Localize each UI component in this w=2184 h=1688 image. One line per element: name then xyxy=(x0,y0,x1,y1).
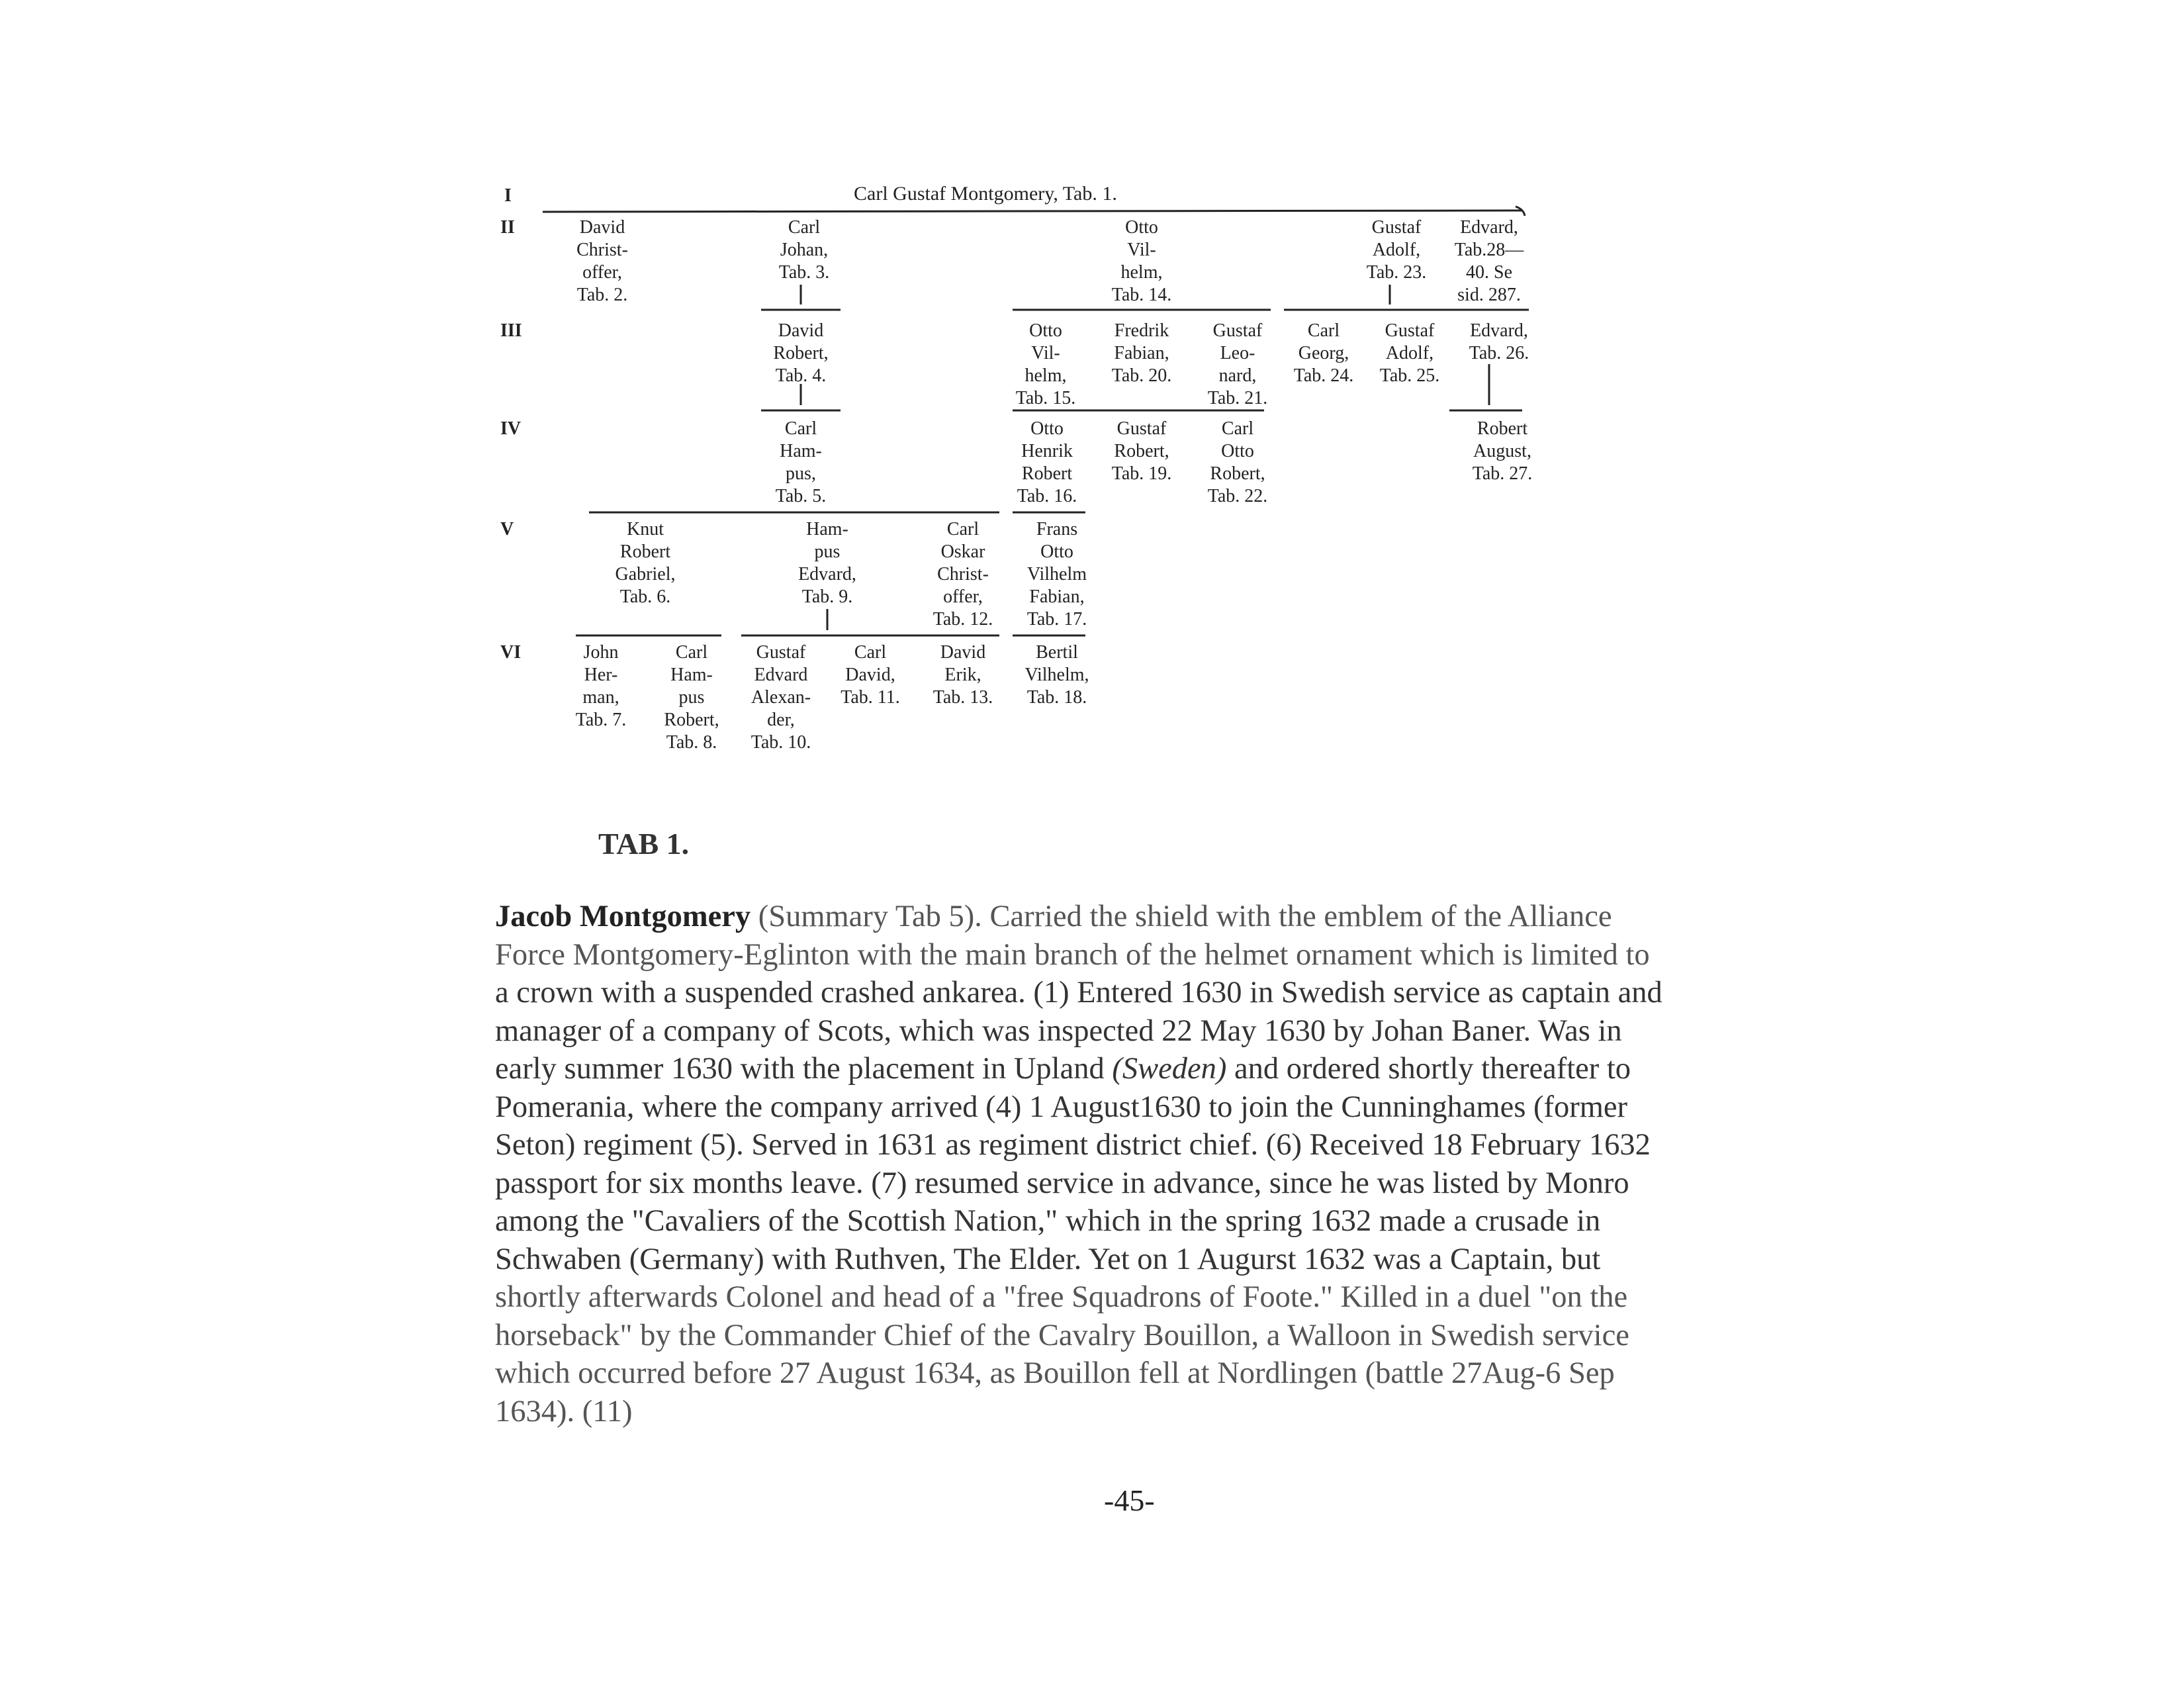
node-text-line: sid. 287. xyxy=(1457,285,1521,305)
node-text-line: man, xyxy=(582,687,619,708)
gen6-node-2 xyxy=(664,642,719,753)
node-text-line: Ham- xyxy=(806,519,848,539)
node-text-line: pus xyxy=(678,687,705,708)
node-text-line: Fredrik xyxy=(1114,320,1169,341)
node-text-line: helm, xyxy=(1024,365,1067,386)
gen6-node-5 xyxy=(933,642,993,708)
node-text-line: David xyxy=(579,217,625,238)
paragraph-line: Schwaben (Germany) with Ruthven, The Elder. Yet on 1 Augurst 1632 was a Captain, but xyxy=(495,1242,1601,1276)
node-text-line: Tab. 20. xyxy=(1111,365,1172,386)
node-text-line: Leo- xyxy=(1220,343,1255,363)
node-text-line: Vilhelm, xyxy=(1024,665,1089,685)
node-text-line: Tab. 27. xyxy=(1472,463,1533,484)
node-text-line: Vil- xyxy=(1031,343,1060,363)
node-text-line: Tab.28— xyxy=(1454,240,1524,260)
gen-numeral-5: V xyxy=(500,519,514,539)
node-text-line: Christ- xyxy=(937,564,989,585)
node-text-line: Robert, xyxy=(664,710,719,730)
node-text-line: Erik, xyxy=(944,665,981,685)
node-text-line: Oskar xyxy=(940,541,985,562)
node-text-line: Fabian, xyxy=(1029,586,1085,607)
node-text-line: Otto xyxy=(1030,418,1064,439)
gen6-node-1 xyxy=(576,642,627,730)
node-text-line: Otto xyxy=(1125,217,1158,238)
node-text-line: Tab. 22. xyxy=(1207,486,1268,506)
node-text-line: Tab. 4. xyxy=(775,365,827,386)
node-text-line: Adolf, xyxy=(1385,343,1434,363)
gen4-node-1 xyxy=(776,418,827,506)
paragraph-line: passport for six months leave. (7) resumed service in advance, since he was listed by Monro xyxy=(495,1166,1629,1200)
node-text-line: Tab. 17. xyxy=(1026,609,1087,630)
gen3-node-4 xyxy=(1208,320,1268,408)
node-text-line: Ham- xyxy=(670,665,713,685)
node-text-line: Gustaf xyxy=(1212,320,1263,341)
node-text-line: Robert xyxy=(619,541,671,562)
gen5-node-1 xyxy=(615,519,676,607)
node-text-line: Gustaf xyxy=(756,642,806,663)
node-text-line: Carl xyxy=(784,418,817,439)
paragraph-line: manager of a company of Scots, which was inspected 22 May 1630 by Johan Baner. Was in xyxy=(495,1013,1622,1048)
node-text-line: offer, xyxy=(943,586,983,607)
node-text-line: Ham- xyxy=(780,441,822,461)
gen3-node-3 xyxy=(1112,320,1172,386)
node-text-line: August, xyxy=(1473,441,1531,461)
node-text-line: Carl xyxy=(675,642,708,663)
node-text-line: David, xyxy=(845,665,895,685)
node-text-line: Tab. 10. xyxy=(751,732,811,753)
node-text-line: Alexan- xyxy=(751,687,811,708)
node-text-line: Tab. 8. xyxy=(666,732,717,753)
node-text-line: Otto xyxy=(1221,441,1254,461)
node-text-line: pus, xyxy=(786,463,816,484)
node-text-line: Otto xyxy=(1040,541,1073,562)
gen2-node-4 xyxy=(1367,217,1427,283)
tab-heading: TAB 1. xyxy=(598,827,690,861)
node-text-line: Adolf, xyxy=(1372,240,1421,260)
gen-numeral-1: I xyxy=(504,185,512,206)
node-text-line: Tab. 7. xyxy=(575,710,627,730)
node-text-line: Tab. 9. xyxy=(801,586,853,607)
node-text-line: Frans xyxy=(1036,519,1078,539)
node-text-line: Gustaf xyxy=(1116,418,1167,439)
body-paragraph xyxy=(495,898,1792,1430)
paragraph-line: Pomerania, where the company arrived (4) 1 August1630 to join the Cunninghames (former xyxy=(495,1090,1628,1124)
node-text-line: Robert xyxy=(1477,418,1528,439)
node-text-line: Edvard, xyxy=(798,564,856,585)
node-text-line: Tab. 11. xyxy=(841,687,900,708)
node-text-line: Gustaf xyxy=(1371,217,1422,238)
gen2-node-3 xyxy=(1112,217,1172,305)
paragraph-line: Force Montgomery-Eglinton with the main branch of the helmet ornament which is limited to xyxy=(495,937,1650,972)
paragraph-line: 1634). (11) xyxy=(495,1394,633,1429)
gen4-node-2 xyxy=(1017,418,1077,506)
node-text-line: Tab. 24. xyxy=(1293,365,1354,386)
node-text-line: Tab. 3. xyxy=(778,262,830,283)
genealogy-tree xyxy=(0,0,2184,794)
node-text-line: Robert, xyxy=(773,343,829,363)
node-text-line: Georg, xyxy=(1298,343,1349,363)
node-text-line: David xyxy=(778,320,824,341)
gen6-node-3 xyxy=(751,642,811,753)
gen3-node-6 xyxy=(1380,320,1440,386)
gen-numeral-6: VI xyxy=(500,642,522,663)
node-text-line: Knut xyxy=(627,519,664,539)
node-text-line: Bertil xyxy=(1036,642,1078,663)
person-name: Jacob Montgomery xyxy=(495,900,751,933)
node-text-line: Vilhelm xyxy=(1026,564,1087,585)
paragraph-line: among the "Cavaliers of the Scottish Nation," which in the spring 1632 made a crusade in xyxy=(495,1204,1601,1238)
gen2-node-2 xyxy=(779,217,830,283)
node-text-line: Vil- xyxy=(1127,240,1156,260)
node-text-line: David xyxy=(940,642,986,663)
node-text-line: Johan, xyxy=(780,240,829,260)
node-text-line: Edvard, xyxy=(1470,320,1528,341)
node-text-line: Carl xyxy=(1221,418,1254,439)
node-text-line: John xyxy=(583,642,619,663)
gen-numeral-3: III xyxy=(500,320,522,341)
node-text-line: Tab. 6. xyxy=(619,586,671,607)
node-text-line: Tab. 12. xyxy=(933,609,993,630)
node-text-line: Tab. 16. xyxy=(1017,486,1077,506)
gen-numeral-2: II xyxy=(500,217,515,238)
gen4-node-5 xyxy=(1473,418,1533,484)
gen2-node-5 xyxy=(1455,217,1525,305)
node-text-line: pus xyxy=(814,541,841,562)
node-text-line: Carl xyxy=(788,217,821,238)
node-text-line: Tab. 23. xyxy=(1366,262,1427,283)
node-text-line: Christ- xyxy=(576,240,628,260)
node-text-line: Carl xyxy=(946,519,979,539)
gen3-node-5 xyxy=(1294,320,1354,386)
gen4-node-3 xyxy=(1112,418,1172,484)
gen5-node-3 xyxy=(933,519,993,630)
generation-numerals xyxy=(500,185,522,663)
node-text-line: nard, xyxy=(1218,365,1257,386)
gen4-node-4 xyxy=(1208,418,1268,506)
node-text-line: Tab. 14. xyxy=(1111,285,1172,305)
gen5-node-4 xyxy=(1027,519,1087,630)
gen6-node-4 xyxy=(841,642,900,708)
node-text-line: helm, xyxy=(1120,262,1163,283)
gen2-node-1 xyxy=(576,217,628,305)
node-text-line: Edvard xyxy=(754,665,808,685)
gen3-node-7 xyxy=(1469,320,1529,363)
node-text-line: Tab. 26. xyxy=(1469,343,1529,363)
node-text-line: Gabriel, xyxy=(615,564,676,585)
node-text-line: Tab. 15. xyxy=(1015,388,1076,408)
paragraph-line: horseback" by the Commander Chief of the Cavalry Bouillon, a Walloon in Swedish service xyxy=(495,1318,1629,1352)
paragraph-line: shortly afterwards Colonel and head of a "free Squadrons of Foote." Killed in a duel "on the xyxy=(495,1280,1628,1314)
node-text-line: Tab. 2. xyxy=(576,285,628,305)
paragraph-line: early summer 1630 with the placement in Upland (Sweden) and ordered shortly thereafter to xyxy=(495,1052,1631,1086)
paragraph-line: Seton) regiment (5). Served in 1631 as regiment district chief. (6) Received 18 February 1632 xyxy=(495,1128,1651,1162)
node-text-line: Edvard, xyxy=(1460,217,1518,238)
node-text-line: Tab. 25. xyxy=(1379,365,1440,386)
node-text-line: Tab. 18. xyxy=(1026,687,1087,708)
node-text-line: der, xyxy=(767,710,795,730)
node-text-line: Otto xyxy=(1029,320,1062,341)
page-number: -45- xyxy=(1104,1483,1155,1517)
node-text-line: Robert xyxy=(1021,463,1073,484)
gen-numeral-4: IV xyxy=(500,418,522,439)
node-text-line: Carl xyxy=(854,642,887,663)
node-text-line: Fabian, xyxy=(1114,343,1169,363)
node-text-line: Tab. 5. xyxy=(775,486,827,506)
italic-note: (Sweden) xyxy=(1112,1052,1227,1086)
tree-root-label: Carl Gustaf Montgomery, Tab. 1. xyxy=(854,183,1117,205)
node-text-line: Tab. 21. xyxy=(1207,388,1268,408)
node-text-line: offer, xyxy=(582,262,622,283)
node-text-line: Gustaf xyxy=(1385,320,1435,341)
paragraph-line: Jacob Montgomery (Summary Tab 5). Carried the shield with the emblem of the Alliance xyxy=(495,900,1612,933)
node-text-line: Robert, xyxy=(1114,441,1169,461)
tree-nodes xyxy=(576,217,1533,753)
gen6-node-6 xyxy=(1024,642,1089,708)
node-text-line: Carl xyxy=(1307,320,1340,341)
gen3-node-2 xyxy=(1016,320,1076,408)
node-text-line: Tab. 13. xyxy=(933,687,993,708)
node-text-line: 40. Se xyxy=(1466,262,1512,283)
node-text-line: Robert, xyxy=(1210,463,1265,484)
node-text-line: Tab. 19. xyxy=(1111,463,1172,484)
node-text-line: Henrik xyxy=(1021,441,1073,461)
paragraph-line: a crown with a suspended crashed ankarea. (1) Entered 1630 in Swedish service as captain and xyxy=(495,976,1662,1009)
node-text-line: Her- xyxy=(584,665,618,685)
gen5-node-2 xyxy=(798,519,856,607)
gen3-node-1 xyxy=(773,320,828,386)
paragraph-line: which occurred before 27 August 1634, as Bouillon fell at Nordlingen (battle 27Aug-6 Sep xyxy=(495,1356,1615,1390)
